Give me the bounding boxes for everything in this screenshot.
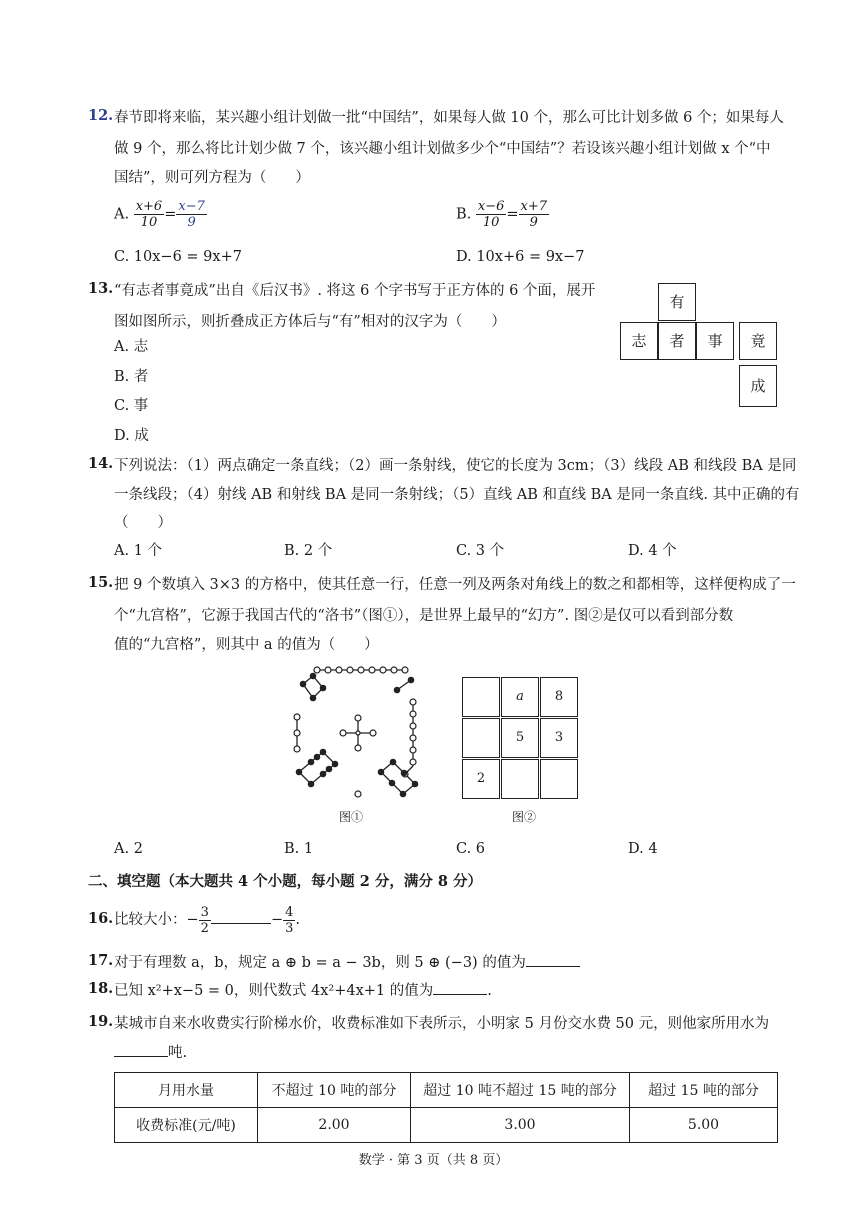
grid-cell-r1c3: 8 <box>540 677 578 717</box>
q16-end: . <box>295 912 300 928</box>
q12-option-a[interactable] <box>114 199 207 230</box>
table-cell: 5.00 <box>630 1108 778 1143</box>
q13-line-1: “有志者事竟成”出自《后汉书》. 将这 6 个字书写于正方体的 6 个面，展开 <box>114 283 596 299</box>
q15-line-1: 把 9 个数填入 3×3 的方格中，使其任意一行，任意一列及两条对角线上的数之和都相等，这样便构成了一 <box>114 577 796 593</box>
question-number-19: 19. <box>88 1013 114 1030</box>
q14-line-2: 一条线段；（4）射线 AB 和射线 BA 是同一条射线；（5）直线 AB 和直线 BA 是同一条直线. 其中正确的有 <box>114 487 800 503</box>
fraction-denominator: 3 <box>285 920 294 936</box>
table-header: 超过 10 吨不超过 15 吨的部分 <box>411 1073 630 1108</box>
table-row <box>115 1108 778 1143</box>
table-header: 不超过 10 吨的部分 <box>258 1073 411 1108</box>
cube-face-cheng: 成 <box>739 365 777 407</box>
q15-option-b[interactable]: B. 1 <box>284 841 314 857</box>
fraction-denominator: 10 <box>140 215 158 230</box>
white-dots <box>294 667 416 797</box>
table-cell: 3.00 <box>411 1108 630 1143</box>
q15-option-a[interactable]: A. 2 <box>114 841 143 857</box>
fraction-numerator: x−6 <box>477 199 505 214</box>
q14-line-1: 下列说法：（1）两点确定一条直线；（2）画一条射线，使它的长度为 3cm；（3）线段 AB 和线段 BA 是同 <box>114 458 797 474</box>
q16-content: 比较大小：− $\frac{3}{2}$ − $\frac{4}{3}$ . <box>114 904 300 936</box>
question-number-12: 12. <box>88 107 114 124</box>
grid-cell-r2c1 <box>462 718 500 758</box>
table-header-row <box>115 1073 778 1108</box>
water-fee-table <box>114 1072 778 1143</box>
question-number-17: 17. <box>88 952 114 969</box>
table-header: 超过 15 吨的部分 <box>630 1073 778 1108</box>
question-number-16: 16. <box>88 910 114 927</box>
cube-face-jing: 竟 <box>739 322 777 360</box>
q18-content <box>114 980 492 1002</box>
q14-option-a[interactable]: A. 1 个 <box>114 543 163 559</box>
question-number-15: 15. <box>88 574 114 591</box>
table-cell: 2.00 <box>258 1108 411 1143</box>
grid-cell-r2c3: 3 <box>540 718 578 758</box>
q17-answer-blank[interactable] <box>526 952 580 967</box>
figure-1-caption: 图① <box>339 810 364 824</box>
q19-end: 吨. <box>168 1045 188 1061</box>
fraction-numerator: 4 <box>285 904 294 920</box>
q19-line-1: 某城市自来水收费实行阶梯水价，收费标准如下表所示，小明家 5 月份交水费 50 元，则他家所用水为 <box>114 1016 770 1032</box>
q12-option-b[interactable] <box>456 199 549 230</box>
q15-option-c[interactable]: C. 6 <box>456 841 486 857</box>
fraction-denominator: 9 <box>529 215 538 230</box>
q16-prefix: 比较大小： <box>114 912 187 928</box>
q17-text: 对于有理数 a，b，规定 a ⊕ b = a − 3b，则 5 ⊕ (−3) 的值为 <box>114 955 526 971</box>
grid-cell-r3c2 <box>501 759 539 799</box>
q12-option-d[interactable]: D. 10x+6 = 9x−7 <box>456 249 585 265</box>
grid-cell-r1c2: a <box>501 677 539 717</box>
fraction-numerator: x+7 <box>520 199 548 214</box>
luoshu-figure <box>285 662 435 802</box>
cube-face-you: 有 <box>658 283 696 321</box>
grid-cell-r2c2: 5 <box>501 718 539 758</box>
q15-line-3: 值的“九宫格”，则其中 a 的值为（ ） <box>114 637 379 653</box>
fraction-numerator: x−7 <box>178 199 205 214</box>
q15-option-d[interactable]: D. 4 <box>628 841 658 857</box>
option-label: B. <box>456 206 472 223</box>
page-footer: 数学 · 第 3 页（共 8 页） <box>358 1153 509 1168</box>
grid-cell-r3c1: 2 <box>462 759 500 799</box>
fraction-numerator: 3 <box>200 904 209 920</box>
figure-2-caption: 图② <box>512 810 537 824</box>
cube-face-zhe: 者 <box>658 322 696 360</box>
q19-answer-blank[interactable] <box>114 1042 168 1057</box>
q12-line-3: 国结”，则可列方程为（ ） <box>114 170 310 186</box>
question-number-18: 18. <box>88 980 114 997</box>
fraction-numerator: x+6 <box>135 199 163 214</box>
q19-line-2 <box>114 1042 187 1064</box>
cube-face-shi: 事 <box>696 322 734 360</box>
q14-line-3: （ ） <box>114 515 172 531</box>
q13-option-d[interactable]: D. 成 <box>114 428 149 444</box>
fraction-denominator: 2 <box>200 920 209 936</box>
q13-option-b[interactable]: B. 者 <box>114 369 149 385</box>
grid-cell-r3c3 <box>540 759 578 799</box>
q12-line-1: 春节即将来临，某兴趣小组计划做一批“中国结”，如果每人做 10 个，那么可比计划多做 6 个；如果每人 <box>114 110 784 126</box>
cube-face-zhi: 志 <box>620 322 658 360</box>
equals-sign: = <box>164 206 177 223</box>
option-label: A. <box>114 206 130 223</box>
q12-line-2: 做 9 个，那么将比计划少做 7 个，该兴趣小组计划做多少个“中国结”？若设该兴趣小组计划做 x 个“中 <box>114 141 771 157</box>
equals-sign: = <box>506 206 519 223</box>
q16-answer-blank[interactable] <box>211 909 271 924</box>
q14-option-b[interactable]: B. 2 个 <box>284 543 333 559</box>
grid-cell-r1c1 <box>462 677 500 717</box>
q14-option-d[interactable]: D. 4 个 <box>628 543 677 559</box>
q18-answer-blank[interactable] <box>433 980 487 995</box>
q14-option-c[interactable]: C. 3 个 <box>456 543 505 559</box>
table-cell: 收费标准(元/吨) <box>115 1108 258 1143</box>
fraction-denominator: 10 <box>482 215 500 230</box>
q13-line-2: 图如图所示，则折叠成正方体后与“有”相对的汉字为（ ） <box>114 314 506 330</box>
fraction-denominator: 9 <box>187 215 196 230</box>
q13-option-a[interactable]: A. 志 <box>114 339 149 355</box>
table-header: 月用水量 <box>115 1073 258 1108</box>
question-number-14: 14. <box>88 455 114 472</box>
q13-option-c[interactable]: C. 事 <box>114 398 149 414</box>
q12-option-c[interactable]: C. 10x−6 = 9x+7 <box>114 249 242 265</box>
q17-content <box>114 952 580 974</box>
question-number-13: 13. <box>88 280 114 297</box>
section-2-heading: 二、填空题（本大题共 4 个小题，每小题 2 分，满分 8 分） <box>88 873 483 890</box>
q18-text: 已知 x²+x−5 = 0，则代数式 4x²+4x+1 的值为 <box>114 983 434 999</box>
q15-line-2: 个“九宫格”，它源于我国古代的“洛书”（图①），是世界上最早的“幻方”. 图②是仅可以看到部分数 <box>114 608 734 624</box>
q18-end: . <box>487 983 492 999</box>
